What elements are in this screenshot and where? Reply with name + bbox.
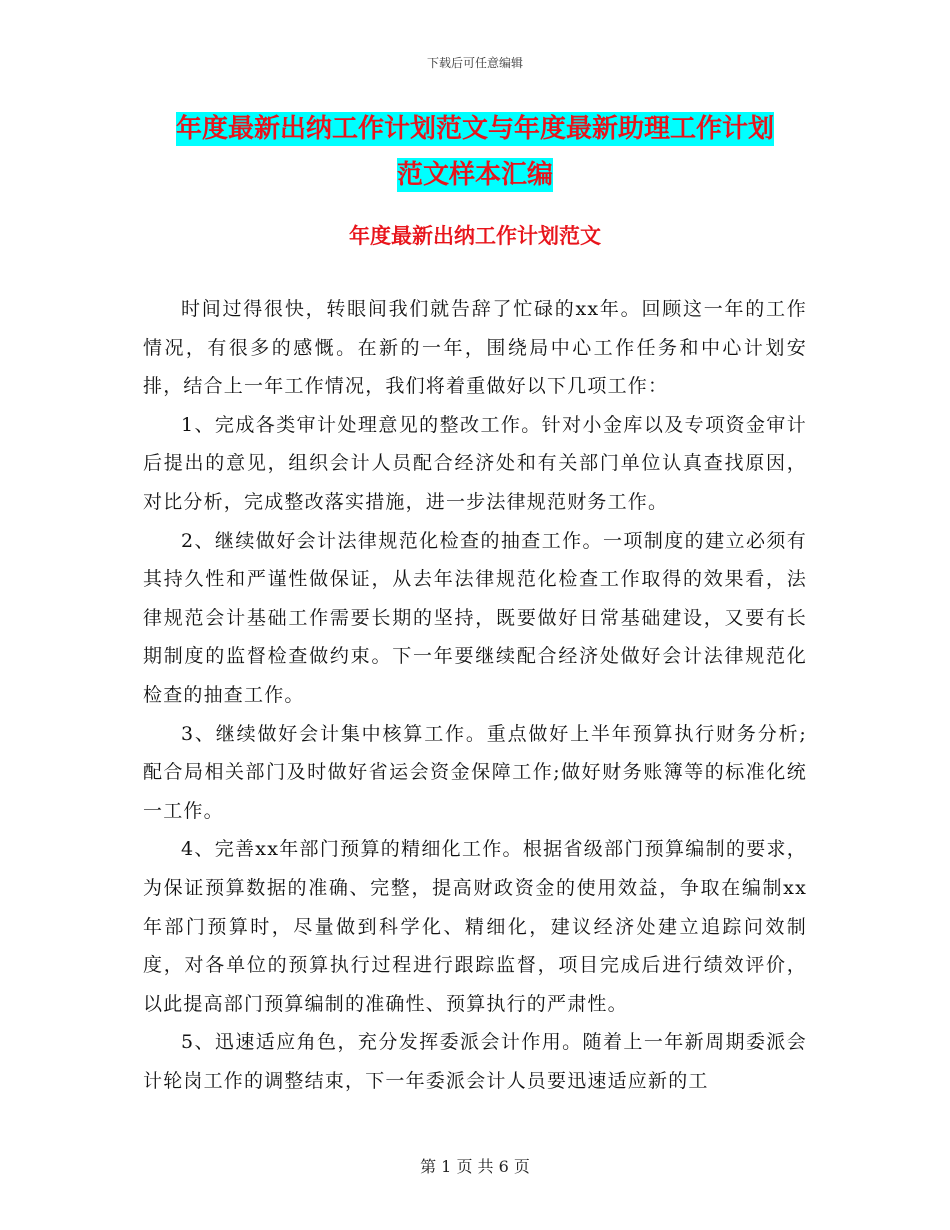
section-title: 年度最新出纳工作计划范文 (349, 223, 601, 248)
title-line-1: 年度最新出纳工作计划范文与年度最新助理工作计划 (175, 114, 774, 144)
header-note: 下载后可任意编辑 (426, 56, 523, 70)
paragraph-item-4: 4、完善xx年部门预算的精细化工作。根据省级部门预算编制的要求，为保证预算数据的准确、完整，提高财政资金的使用效益，争取在编制xx年部门预算时，尽量做到科学化、精细化，建议经济处建立追踪问效制度，对各单位的预算执行过程进行跟踪监督，项目完成后进行绩效评价，以此提高部门预算编制的准确性、预算执行的严肃性。 (143, 838, 807, 1015)
paragraph-item-1: 1、完成各类审计处理意见的整改工作。针对小金库以及专项资金审计后提出的意见，组织会计人员配合经济处和有关部门单位认真查找原因，对比分析，完成整改落实措施，进一步法律规范财务工作。 (143, 413, 807, 513)
page-number-footer: 第 1 页 共 6 页 (420, 1157, 530, 1176)
paragraph-intro: 时间过得很快，转眼间我们就告辞了忙碌的xx年。回顾这一年的工作情况，有很多的感慨。在新的一年，围绕局中心工作任务和中心计划安排，结合上一年工作情况，我们将着重做好以下几项工作： (143, 298, 807, 398)
title-line-2: 范文样本汇编 (396, 160, 553, 190)
body-text (143, 290, 807, 1100)
paragraph-item-3: 3、继续做好会计集中核算工作。重点做好上半年预算执行财务分析;配合局相关部门及时做好省运会资金保障工作;做好财务账簿等的标准化统一工作。 (143, 722, 807, 822)
paragraph-item-5: 5、迅速适应角色，充分发挥委派会计作用。随着上一年新周期委派会计轮岗工作的调整结束，下一年委派会计人员要迅速适应新的工 (143, 1031, 807, 1092)
document-title (140, 106, 810, 198)
paragraph-item-2: 2、继续做好会计法律规范化检查的抽查工作。一项制度的建立必须有其持久性和严谨性做保证，从去年法律规范化检查工作取得的效果看，法律规范会计基础工作需要长期的坚持，既要做好日常基础建设，又要有长期制度的监督检查做约束。下一年要继续配合经济处做好会计法律规范化检查的抽查工作。 (143, 529, 807, 706)
